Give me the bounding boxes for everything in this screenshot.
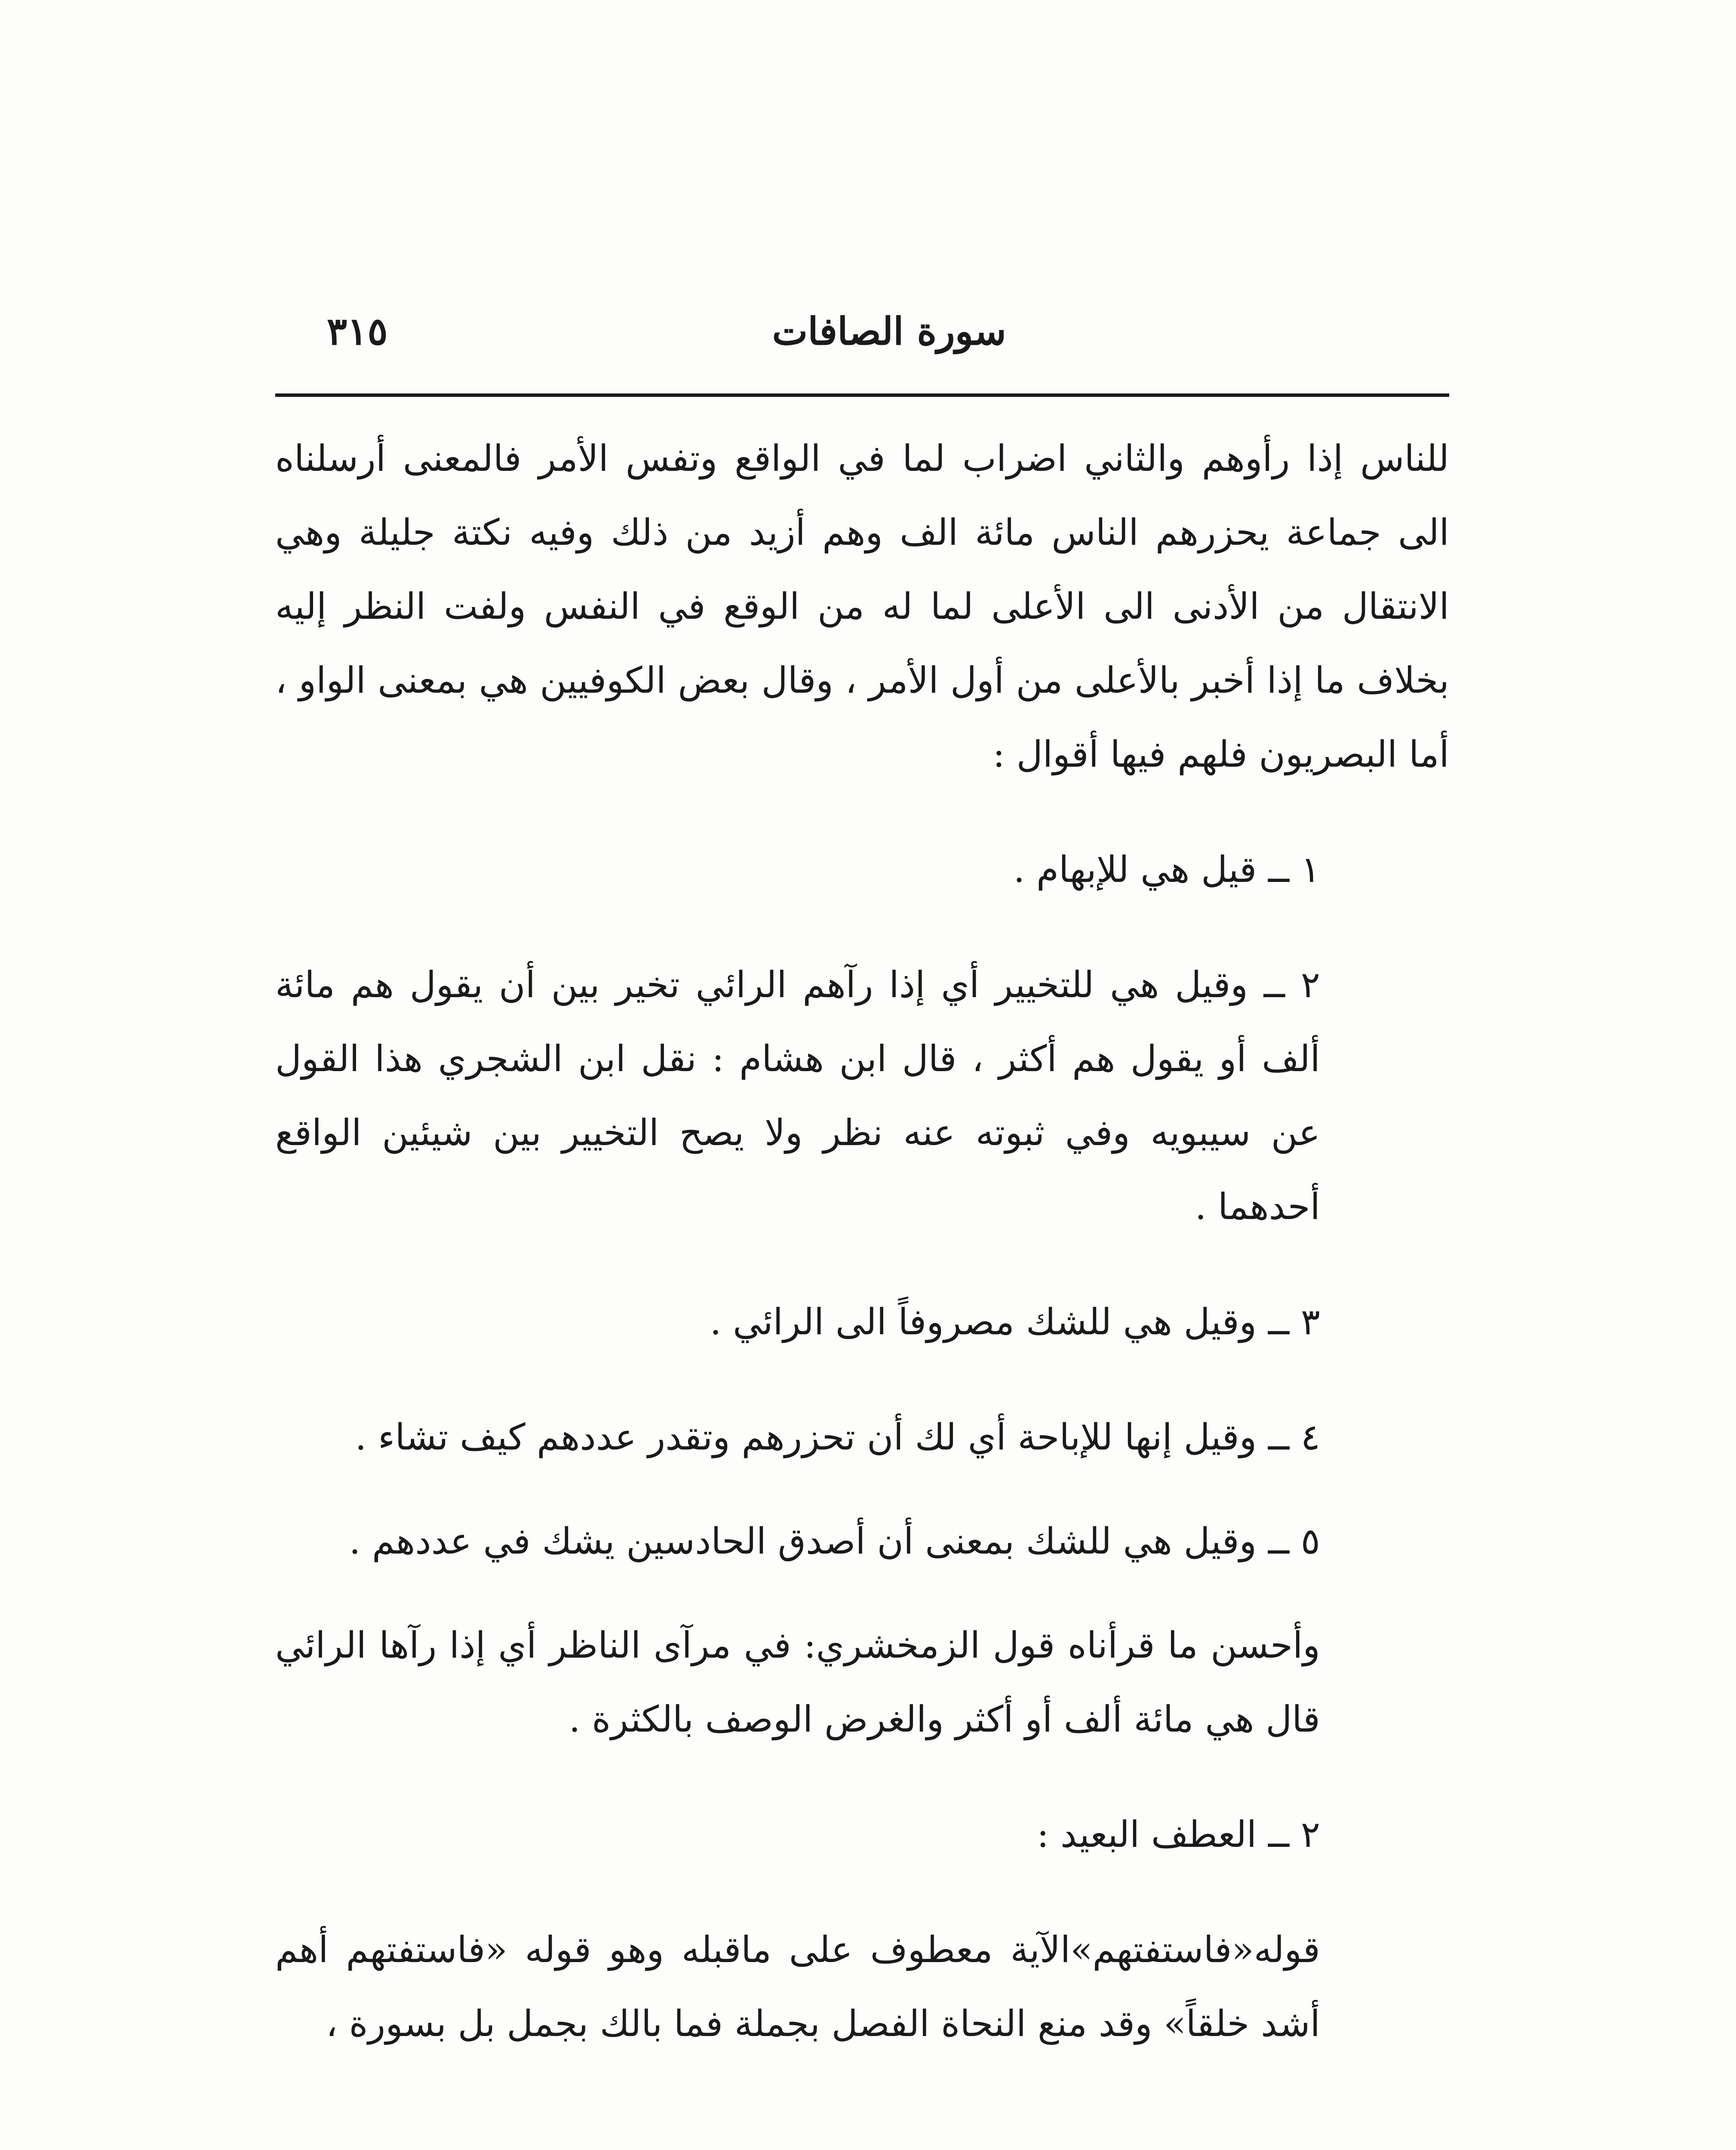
- page-number: ٣١٥: [327, 309, 388, 353]
- section-heading: ٢ ــ العطف البعيد :: [1036, 1813, 1320, 1855]
- list-item-5: ٥ ــ وقيل هي للشك بمعنى أن أصدق الحادسين يشك في عددهم .: [349, 1520, 1320, 1562]
- list-item-4: ٤ ــ وقيل إنها للإباحة أي لك أن تحزرهم وتقدر عددهم كيف تشاء .: [355, 1416, 1320, 1458]
- list-item-3: ٣ ــ وقيل هي للشك مصروفاً الى الرائي .: [710, 1301, 1320, 1343]
- page-header: [275, 301, 1449, 361]
- list-item-1: ١ ــ قيل هي للإبهام .: [1013, 848, 1320, 891]
- final-paragraph: قوله«فاستفتهم»الآية معطوف على ماقبله وهو قوله «فاستفتهم أهم أشد خلقاً» وقد منع النحاة الفصل بجملة فما بالك بجمل بل بسورة ،: [275, 1929, 1320, 2045]
- running-title: سورة الصافات: [772, 309, 1006, 353]
- best-paragraph: وأحسن ما قرأناه قول الزمخشري: في مرآى الناظر أي إذا رآها الرائي قال هي مائة ألف أو أكثر والغرض الوصف بالكثرة .: [275, 1624, 1320, 1740]
- header-rule: [275, 393, 1449, 397]
- intro-paragraph: للناس إذا رأوهم والثاني اضراب لما في الواقع وتفس الأمر فالمعنى أرسلناه الى جماعة يحزرهم الناس مائة الف وهم أزيد من ذلك وفيه نكتة جليلة وهي الانتقال من الأدنى الى الأعلى لما له من الوقع في النفس ولفت النظر إليه بخلاف ما إذا أخبر بالأعلى من أول الأمر ، وقال بعض الكوفيين هي بمعنى الواو ، أما البصريون فلهم فيها أقوال :: [275, 437, 1449, 775]
- list-item-2: ٢ ــ وقيل هي للتخيير أي إذا رآهم الرائي تخير بين أن يقول هم مائة ألف أو يقول هم أكثر ، قال ابن هشام : نقل ابن الشجري هذا القول عن سيبويه وفي ثبوته عنه نظر ولا يصح التخيير بين شيئين الواقع أحدهما .: [275, 964, 1320, 1228]
- page-body: [275, 421, 1449, 2061]
